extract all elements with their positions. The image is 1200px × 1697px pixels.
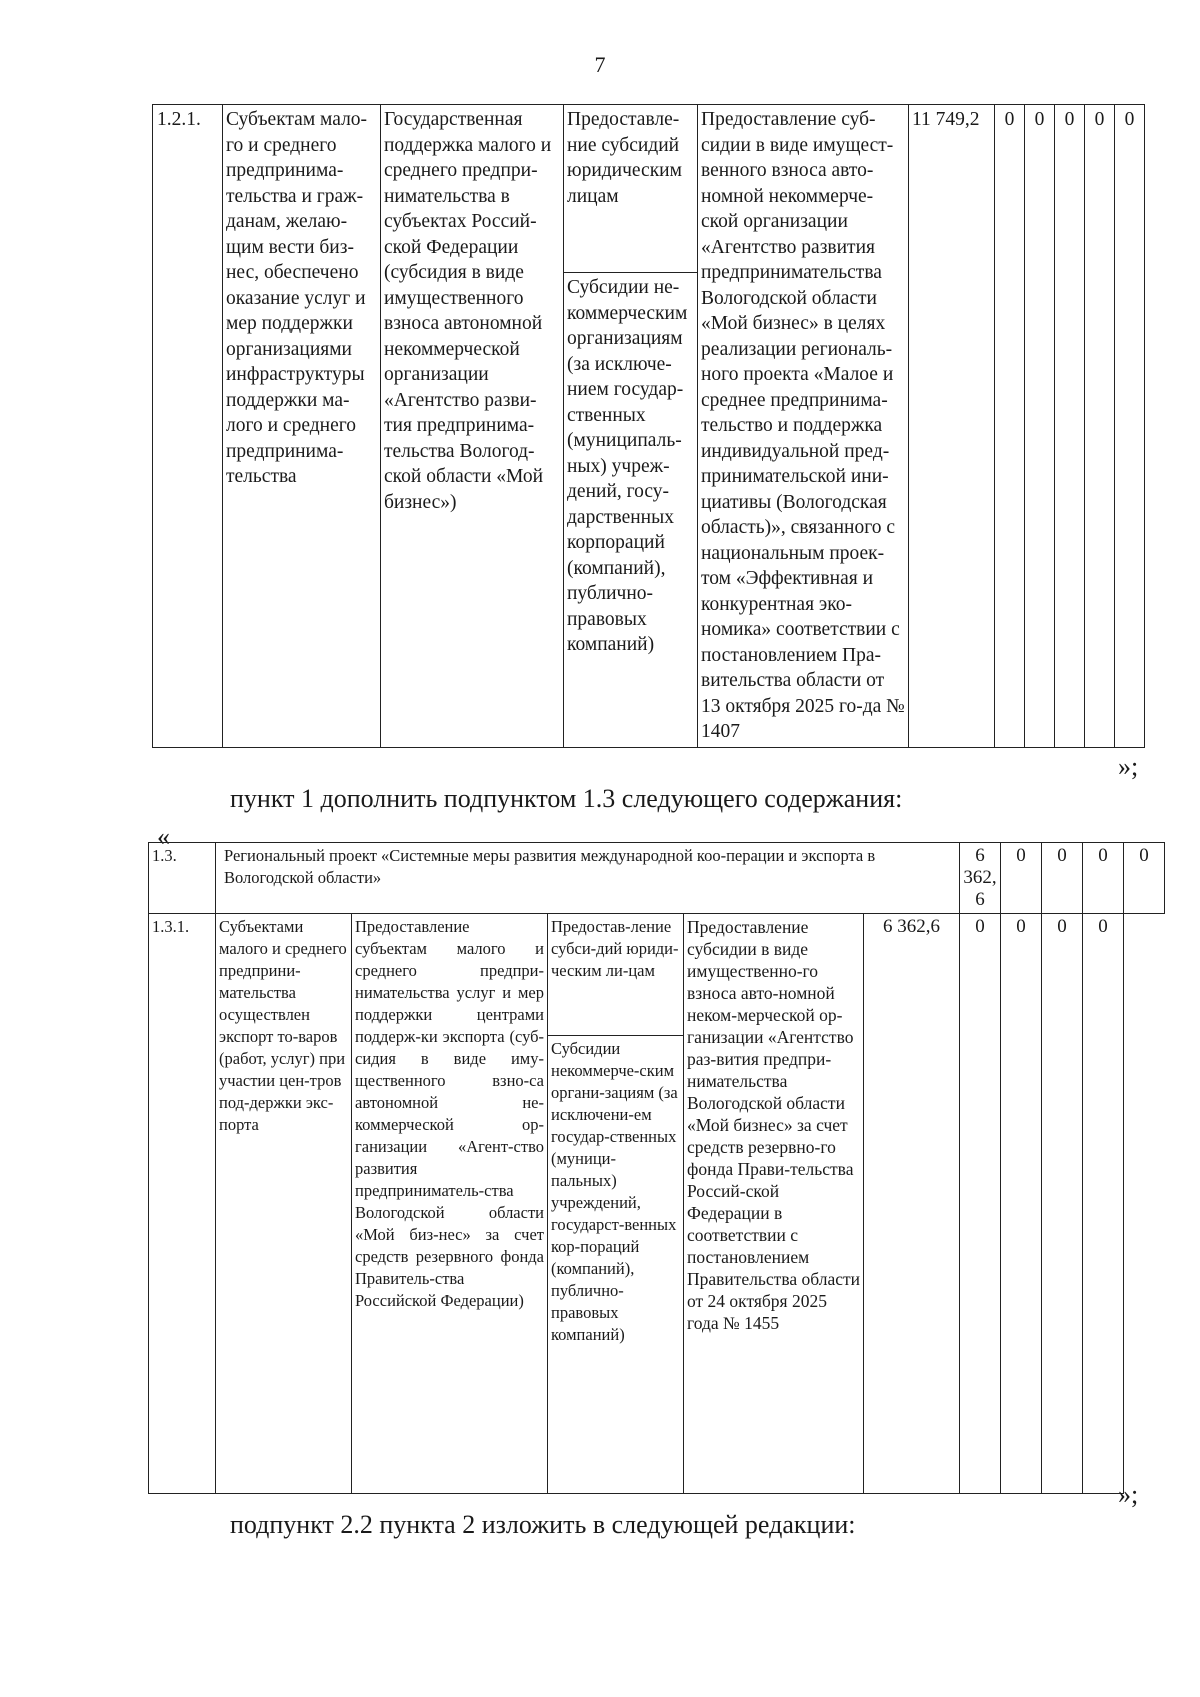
year-value: 0 <box>960 914 1001 1494</box>
purpose-cell: Предоставление субсидии в виде имущественно-го взноса авто-номной неком-мерческой ор-ганизации «Агентство раз-вития предпри-нимательства Вологодской области «Мой бизнес» за счет средств резервно-го фонда Прави-тельства Россий-ской Федерации в соответствии с постановлением Правительства области от 24 октября 2025 года № 1455 <box>684 914 864 1494</box>
instruction-text: пункт 1 дополнить подпунктом 1.3 следующего содержания: <box>230 784 903 813</box>
subsidy-type-cell <box>564 105 698 748</box>
row-number: 1.2.1. <box>153 105 223 748</box>
closing-quote: »; <box>1118 752 1139 781</box>
recipients-cell: Субъектам мало-го и среднего предпринима-тельства и граж-данам, желаю-щим вести биз-нес, обеспечено оказание услуг и мер поддержки организациями инфраструктуры поддержки ма-лого и среднего предпринима-тельства <box>223 105 381 748</box>
year-value: 0 <box>1124 843 1165 914</box>
measure-cell: Предоставление субъектам малого и среднего предпри-нимательства услуг и мер поддержки центрами поддерж-ки экспорта (суб-сидия в виде иму-щественного взно-са автономной не-коммерческой ор-ганизации «Агент-ство развития предприниматель-ства Вологодской области «Мой биз-нес» за счет средств резервного фонда Правитель-ства Российской Федерации) <box>352 914 548 1494</box>
subsidy-type-cell <box>548 914 684 1494</box>
row-number: 1.3. <box>149 843 216 914</box>
row-number: 1.3.1. <box>149 914 216 1494</box>
year-value: 0 <box>1001 914 1042 1494</box>
subsidy-type-nonprofits: Субсидии не-коммерческим организациям (за исключе-нием государ-ственных (муниципаль-ных) учреж-дений, госу-дарственных корпораций (компаний), публично-правовых компаний) <box>567 277 688 655</box>
year-value: 0 <box>1115 105 1145 748</box>
year-value: 0 <box>1025 105 1055 748</box>
table-row-1-2-1 <box>152 104 1145 748</box>
year-value: 0 <box>1055 105 1085 748</box>
project-title: Региональный проект «Системные меры развития международной коо-перации и экспорта в Вологодской области» <box>216 843 960 914</box>
year-value: 0 <box>1042 914 1083 1494</box>
instruction-text: подпункт 2.2 пункта 2 изложить в следующей редакции: <box>230 1510 856 1539</box>
closing-quote: »; <box>1118 1480 1139 1509</box>
measure-cell: Государственная поддержка малого и среднего предпри-нимательства в субъектах Россий-ской Федерации (субсидия в виде имущественного взноса автономной некоммерческой организации «Агентство разви-тия предпринима-тельства Вологод-ской области «Мой бизнес») <box>381 105 564 748</box>
amount-cell: 6 362,6 <box>960 843 1001 914</box>
table-row <box>149 843 1165 914</box>
page-number: 7 <box>594 52 606 77</box>
table-row <box>153 105 1145 748</box>
subsidy-type-legal-entities: Предоставле-ние субсидий юридическим лицам <box>564 105 697 273</box>
purpose-cell: Предоставление суб-сидии в виде имущест-венного взноса авто-номной некоммерче-ской организации «Агентство развития предпринимательства Вологодской области «Мой бизнес» в целях реализации региональ-ного проекта «Малое и среднее предпринима-тельство и поддержка индивидуальной пред-принимательской ини-циативы (Вологодская область)», связанного с национальным проек-том «Эффективная и конкурентная эко-номика» соответствии с постановлением Пра-вительства области от 13 октября 2025 го-да № 1407 <box>698 105 909 748</box>
amount-cell: 6 362,6 <box>864 914 960 1494</box>
subsidy-type-legal-entities: Предостав-ление субси-дий юриди-ческим ли-цам <box>548 914 683 1036</box>
recipients-cell: Субъектами малого и среднего предприни-мательства осуществлен экспорт то-варов (работ, услуг) при участии цен-тров под-держки экс-порта <box>216 914 352 1494</box>
amount-cell: 11 749,2 <box>909 105 995 748</box>
year-value: 0 <box>1085 105 1115 748</box>
year-value: 0 <box>1001 843 1042 914</box>
year-value: 0 <box>1083 914 1124 1494</box>
year-value: 0 <box>1083 843 1124 914</box>
opening-quote: « <box>157 822 170 851</box>
subsidy-type-nonprofits: Субсидии некоммерче-ским органи-зациям (за исключени-ем государ-ственных (муници-пальных) учреждений, государст-венных кор-пораций (компаний), публично-правовых компаний) <box>551 1039 678 1344</box>
table-rows-1-3 <box>148 842 1165 1494</box>
year-value: 0 <box>995 105 1025 748</box>
table-row <box>149 914 1165 1494</box>
year-value: 0 <box>1042 843 1083 914</box>
